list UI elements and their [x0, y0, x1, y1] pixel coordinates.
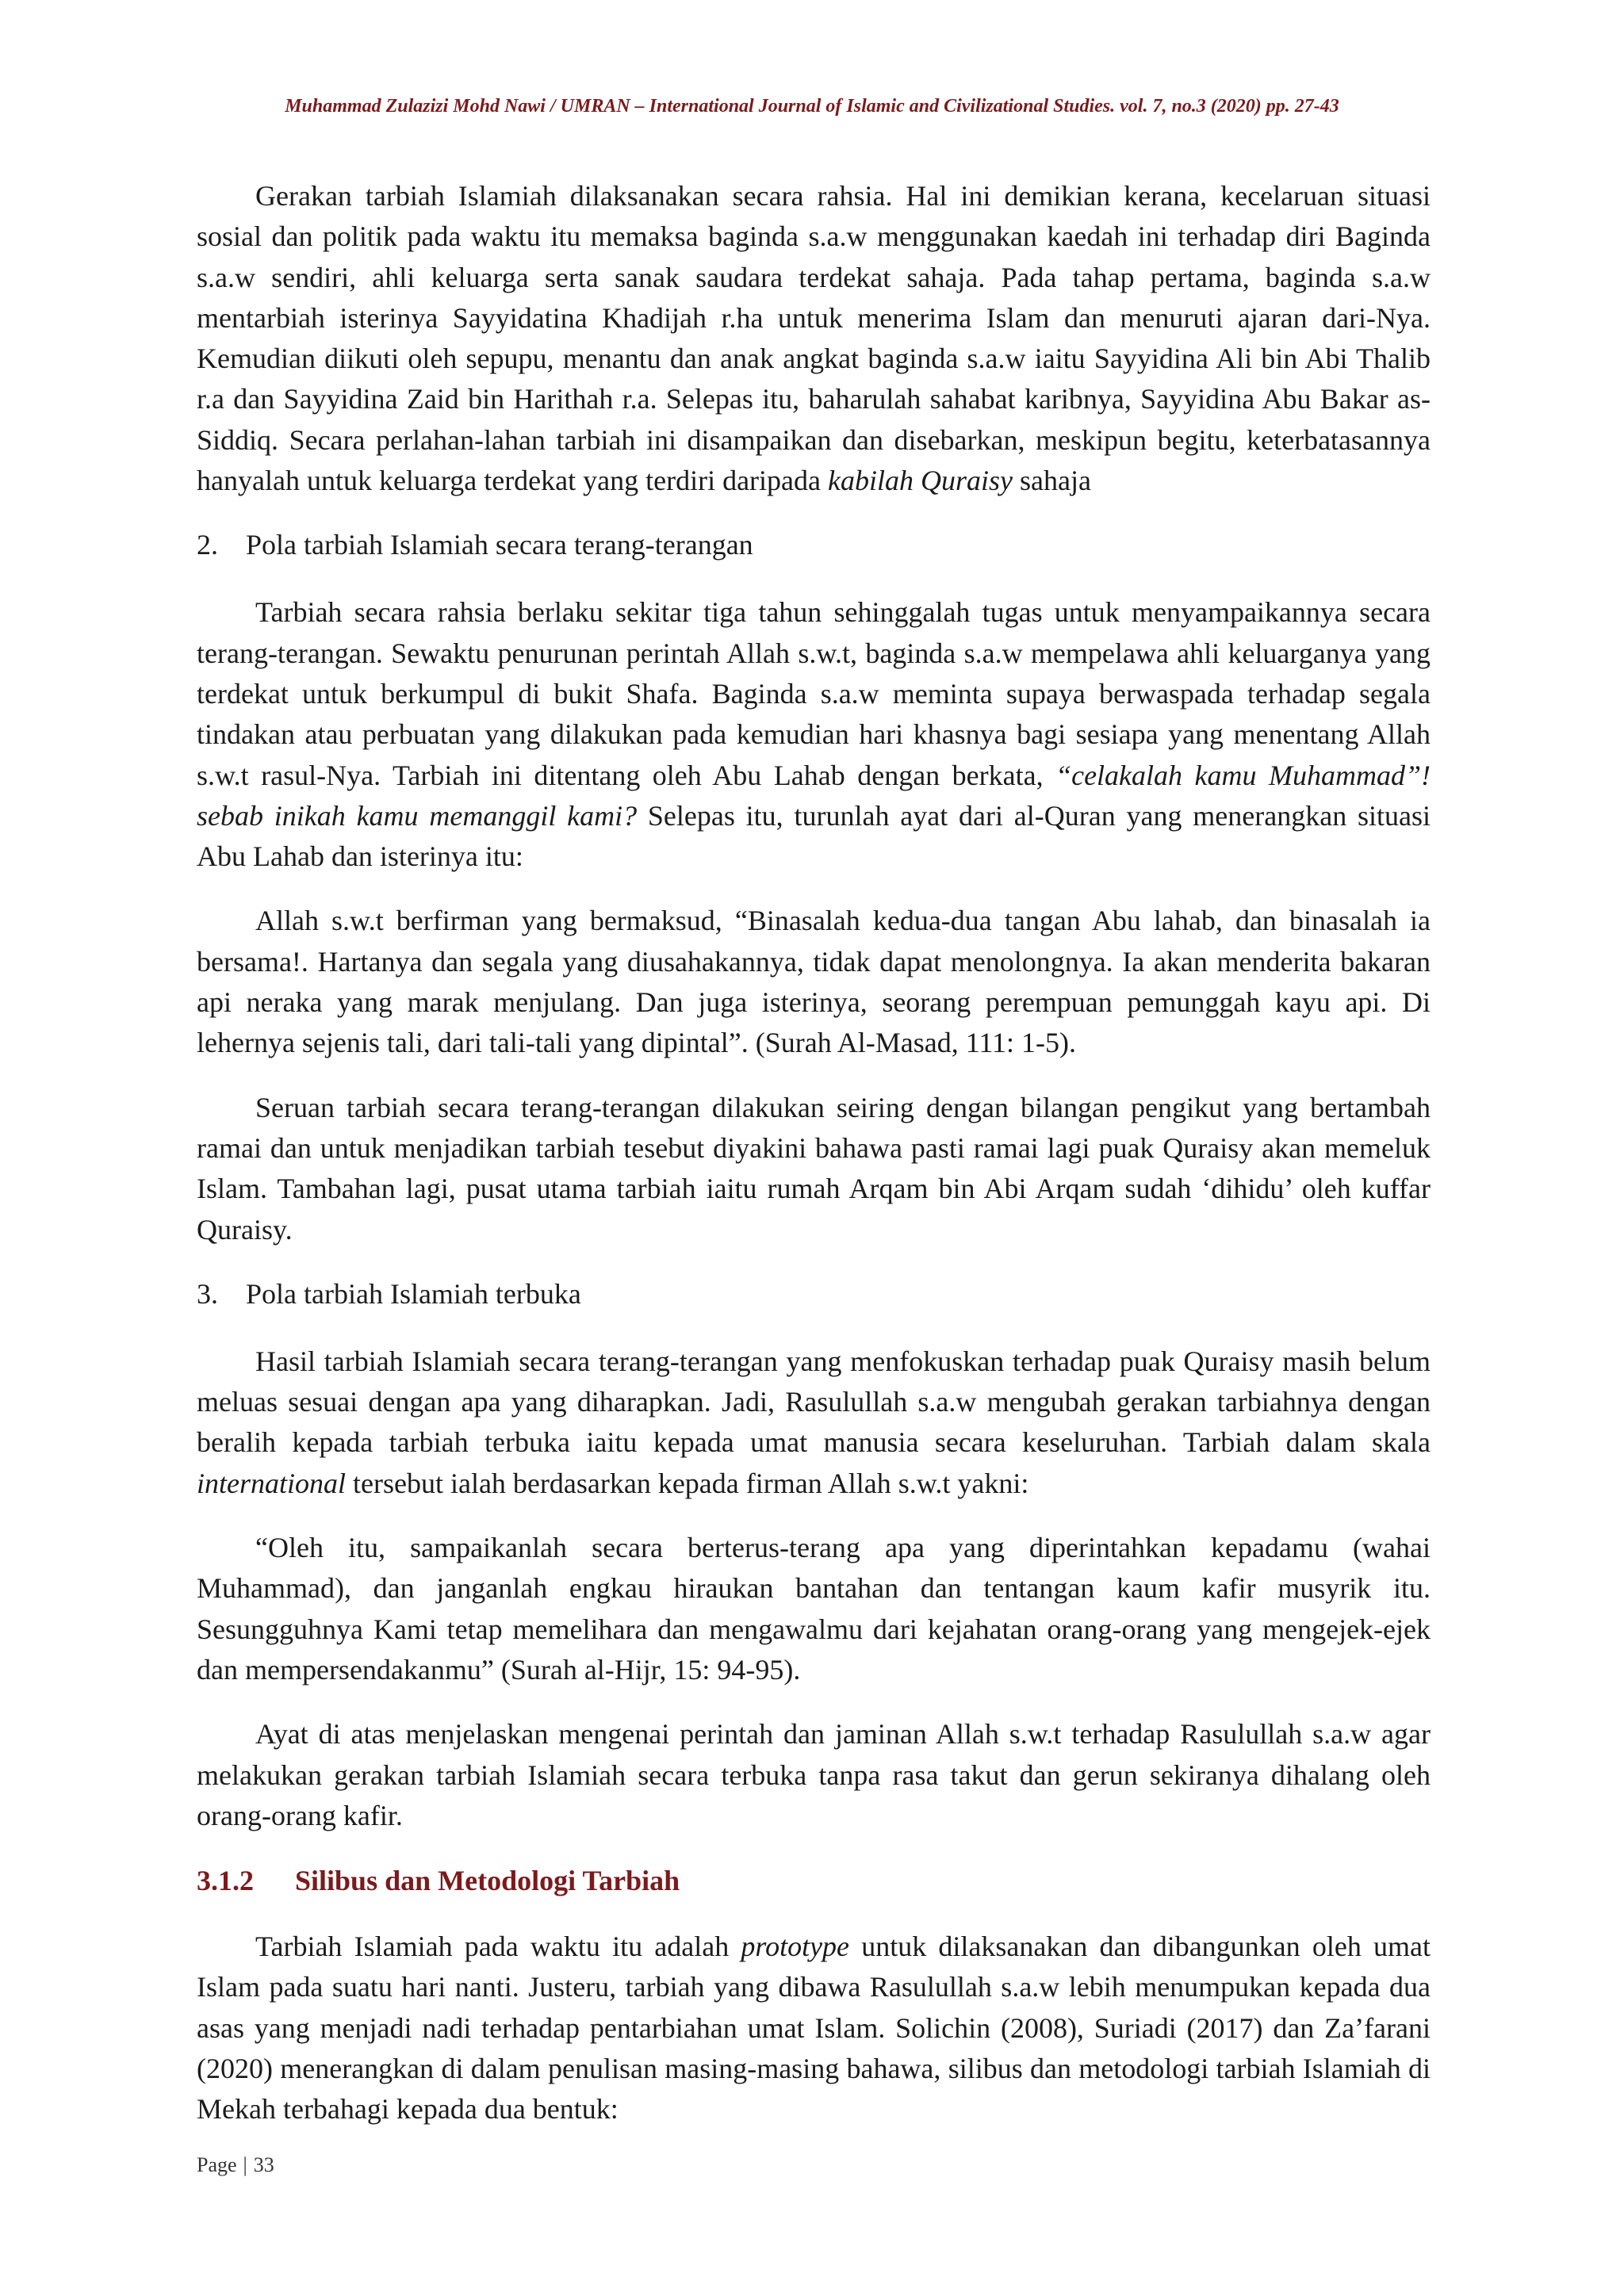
list-number: 3.	[197, 1277, 218, 1310]
paragraph-text: Tarbiah secara rahsia berlaku sekitar tiga tahun sehinggalah tugas untuk menyampaikannya secara terang-terangan. Sewaktu penurunan perintah Allah s.w.t, baginda s.a.w mempelawa ahli keluarganya yang terdekat untuk berkumpul di bukit Shafa. Baginda s.a.w meminta supaya berwaspada terhadap segala tindakan atau perbuatan yang dilakukan pada kemudian hari khasnya bagi sesiapa yang menentang Allah s.w.t rasul-Nya. Tarbiah ini ditentang oleh Abu Lahab dengan berkata,	[197, 596, 1431, 791]
paragraph	[197, 1927, 1431, 2130]
paragraph	[197, 1341, 1431, 1504]
list-item-3	[197, 1274, 1431, 1314]
paragraph-text: untuk dilaksanakan dan dibangunkan oleh umat Islam pada suatu hari nanti. Justeru, tarbiah yang dibawa Rasulullah s.a.w lebih menumpukan kepada dua asas yang menjadi nadi terhadap pentarbiahan umat Islam. Solichin (2008), Suriadi (2017) dan Za’farani (2020) menerangkan di dalam penulisan masing-masing bahawa, silibus dan metodologi tarbiah Islamiah di Mekah terbahagi kepada dua bentuk:	[197, 1931, 1431, 2126]
italic-term: international	[197, 1467, 346, 1499]
list-label: Pola tarbiah Islamiah secara terang-terangan	[246, 529, 753, 561]
paragraph-text: Tarbiah Islamiah pada waktu itu adalah	[255, 1931, 741, 1963]
paragraph-text: sahaja	[1013, 465, 1091, 497]
paragraph: Ayat di atas menjelaskan mengenai perintah dan jaminan Allah s.w.t terhadap Rasulullah s.a.w agar melakukan gerakan tarbiah Islamiah secara terbuka tanpa rasa takut dan gerun sekiranya dihalang oleh orang-orang kafir.	[197, 1718, 1431, 1831]
paragraph	[197, 592, 1431, 877]
section-heading	[197, 1860, 1431, 1901]
page-number: 33	[253, 2153, 274, 2176]
paragraph-text: Gerakan tarbiah Islamiah dilaksanakan secara rahsia. Hal ini demikian kerana, kecelaruan situasi sosial dan politik pada waktu itu memaksa baginda s.a.w menggunakan kaedah ini terhadap diri Baginda s.a.w sendiri, ahli keluarga serta sanak saudara terdekat sahaja. Pada tahap pertama, baginda s.a.w mentarbiah isterinya Sayyidatina Khadijah r.ha untuk menerima Islam dan menuruti ajaran dari-Nya. Kemudian diikuti oleh sepupu, menantu dan anak angkat baginda s.a.w iaitu Sayyidina Ali bin Abi Thalib r.a dan Sayyidina Zaid bin Harithah r.a. Selepas itu, baharulah sahabat karibnya, Sayyidina Abu Bakar as-Siddiq. Secara perlahan-lahan tarbiah ini disampaikan dan disebarkan, meskipun begitu, keterbatasannya hanyalah untuk keluarga terdekat yang terdiri daripada	[197, 180, 1431, 497]
quran-quote: Allah s.w.t berfirman yang bermaksud, “Binasalah kedua-dua tangan Abu lahab, dan binasalah ia bersama!. Hartanya dan segala yang diusahakannya, tidak dapat menolongnya. Ia akan menderita bakaran api neraka yang marak menjulang. Dan juga isterinya, seorang perempuan pemunggah kayu api. Di lehernya sejenis tali, dari tali-tali yang dipintal”. (Surah Al-Masad, 111: 1-5).	[197, 905, 1431, 1059]
paragraph-text: Selepas itu, turunlah ayat dari al-Quran yang menerangkan situasi Abu Lahab dan isterinya itu:	[197, 799, 1431, 873]
italic-quote: “celakalah kamu Muhammad”! sebab inikah kamu memanggil kami?	[197, 759, 1431, 832]
paragraph: Seruan tarbiah secara terang-terangan dilakukan seiring dengan bilangan pengikut yang bertambah ramai dan untuk menjadikan tarbiah tesebut diyakini bahawa pasti ramai lagi puak Quraisy akan memeluk Islam. Tambahan lagi, pusat utama tarbiah iaitu rumah Arqam bin Abi Arqam sudah ‘dihidu’ oleh kuffar Quraisy.	[197, 1091, 1431, 1246]
article-body	[197, 176, 1431, 2154]
page-label: Page	[197, 2153, 237, 2176]
section-number: 3.1.2	[197, 1865, 254, 1897]
running-header: Muhammad Zulazizi Mohd Nawi / UMRAN – International Journal of Islamic and Civilizational Studies. vol. 7, no.3 (2020) pp. 27-43	[285, 96, 1339, 117]
paragraph-text: Hasil tarbiah Islamiah secara terang-terangan yang menfokuskan terhadap puak Quraisy masih belum meluas sesuai dengan apa yang diharapkan. Jadi, Rasulullah s.a.w mengubah gerakan tarbiahnya dengan beralih kepada tarbiah terbuka iaitu kepada umat manusia secara keseluruhan. Tarbiah dalam skala	[197, 1345, 1431, 1459]
section-title: Silibus dan Metodologi Tarbiah	[295, 1865, 680, 1897]
paragraph	[197, 176, 1431, 501]
list-label: Pola tarbiah Islamiah terbuka	[246, 1277, 581, 1310]
paragraph-text: tersebut ialah berdasarkan kepada firman Allah s.w.t yakni:	[346, 1467, 1029, 1499]
quran-quote: “Oleh itu, sampaikanlah secara berterus-terang apa yang diperintahkan kepadamu (wahai Muhammad), dan janganlah engkau hiraukan bantahan dan tentangan kaum kafir musyrik itu. Sesungguhnya Kami tetap memelihara dan mengawalmu dari kejahatan orang-orang yang mengejek-ejek dan mempersendakanmu” (Surah al-Hijr, 15: 94-95).	[197, 1532, 1431, 1686]
page-footer	[197, 2153, 274, 2177]
italic-term: prototype	[741, 1931, 850, 1963]
footer-separator: |	[243, 2153, 247, 2176]
italic-term: kabilah Quraisy	[828, 465, 1013, 497]
list-number: 2.	[197, 529, 218, 561]
list-item-2	[197, 525, 1431, 565]
